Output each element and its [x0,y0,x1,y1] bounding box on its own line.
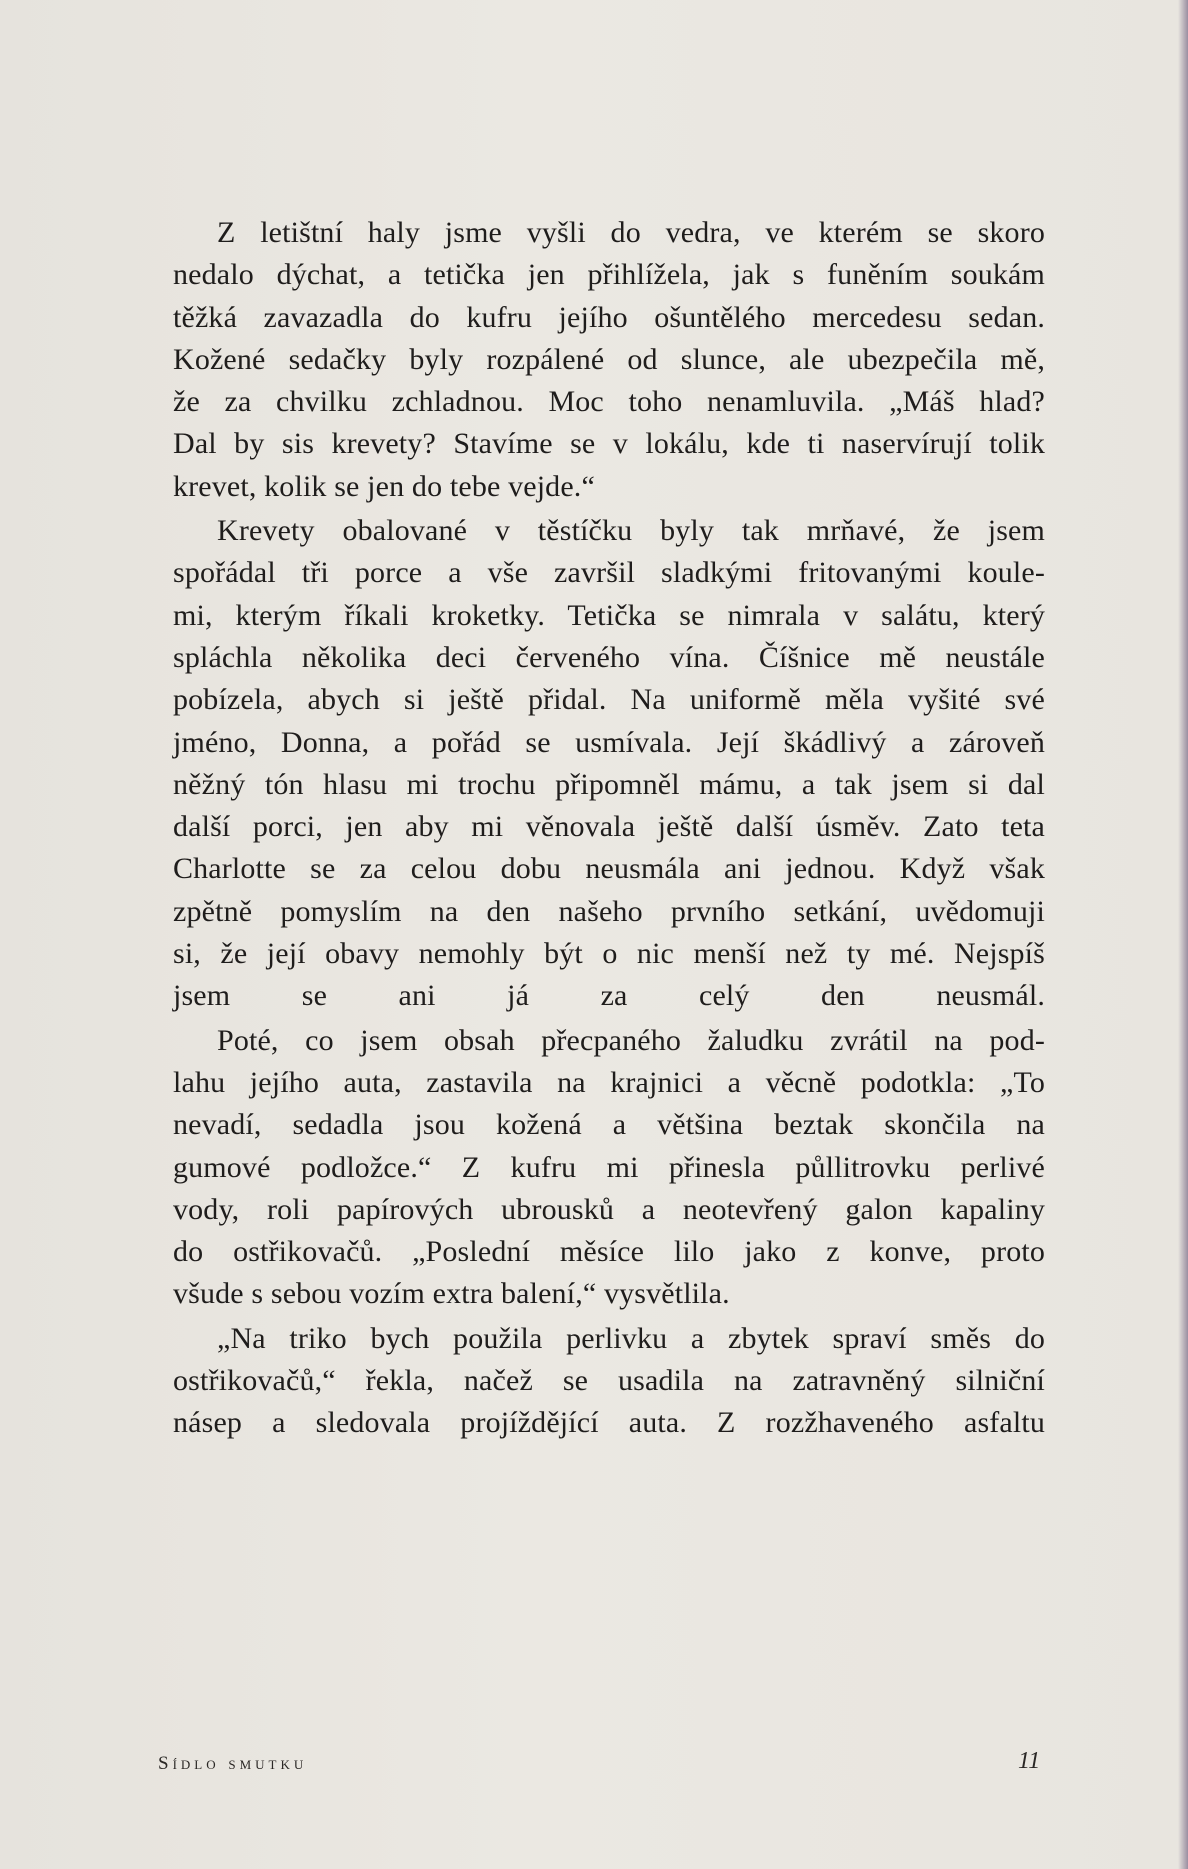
paragraph-4 [173,1318,1045,1445]
text-line: těžká zavazadla do kufru jejího ošuntělého mercedesu sedan. [173,300,1045,334]
text-line: Charlotte se za celou dobu neusmála ani jednou. Když však [173,852,1045,886]
text-line: mi, kterým říkali kroketky. Tetička se nimrala v salátu, který [173,598,1045,632]
text-line: si, že její obavy nemohly být o nic menší než ty mé. Nejspíš [173,937,1045,971]
text-line: „Na triko bych použila perlivku a zbytek spraví směs do [217,1321,1045,1355]
text-line: gumové podložce.“ Z kufru mi přinesla půllitrovku perlivé [173,1150,1045,1184]
text-line: pobízela, abych si ještě přidal. Na uniformě měla vyšité své [173,683,1045,717]
text-line: do ostřikovačů. „Poslední měsíce lilo jako z konve, proto [173,1235,1045,1269]
text-line: zpětně pomyslím na den našeho prvního setkání, uvědomuji [173,894,1045,928]
text-line: vody, roli papírových ubrousků a neotevřený galon kapaliny [173,1192,1045,1226]
text-line: všude s sebou vozím extra balení,“ vysvětlila. [173,1277,730,1311]
text-line: Z letištní haly jsme vyšli do vedra, ve kterém se skoro [217,216,1045,249]
text-line: jméno, Donna, a pořád se usmívala. Její škádlivý a zároveň [173,725,1045,759]
text-line: že za chvilku zchladnou. Moc toho nenamluvila. „Máš hlad? [173,385,1045,419]
text-line: spláchla několika deci červeného vína. Číšnice mě neustále [173,640,1045,674]
paragraph-1 [173,212,1045,508]
body-text [173,212,1045,1447]
text-line: nevadí, sedadla jsou kožená a většina beztak skončila na [173,1108,1045,1142]
text-line: lahu jejího auta, zastavila na krajnici a věcně podotkla: „To [173,1065,1045,1099]
text-line: něžný tón hlasu mi trochu připomněl mámu, a tak jsem si dal [173,767,1045,801]
text-line: násep a sledovala projíždějící auta. Z rozžhaveného asfaltu [173,1406,1045,1440]
text-line: Krevety obalované v těstíčku byly tak mrňavé, že jsem [217,514,1045,548]
paragraph-2 [173,510,1045,1018]
paragraph-3 [173,1020,1045,1316]
text-line: krevet, kolik se jen do tebe vejde.“ [173,469,595,503]
page-number: 11 [1018,1748,1041,1774]
text-line: spořádal tři porce a vše završil sladkými fritovanými koule- [173,556,1045,590]
text-line: Poté, co jsem obsah přecpaného žaludku zvrátil na pod- [217,1023,1045,1057]
text-line: nedalo dýchat, a tetička jen přihlížela, jak s funěním soukám [173,258,1045,292]
page-edge-shadow [1178,0,1188,1869]
text-line: Kožené sedačky byly rozpálené od slunce, ale ubezpečila mě, [173,342,1045,376]
text-line: ostřikovačů,“ řekla, načež se usadila na zatravněný silniční [173,1364,1045,1398]
running-title: Sídlo smutku [158,1753,308,1774]
text-line: Dal by sis krevety? Stavíme se v lokálu, kde ti naservírují tolik [173,427,1045,461]
text-line: jsem se ani já za celý den neusmál. [173,979,1045,1013]
text-line: další porci, jen aby mi věnovala ještě další úsměv. Zato teta [173,810,1045,844]
